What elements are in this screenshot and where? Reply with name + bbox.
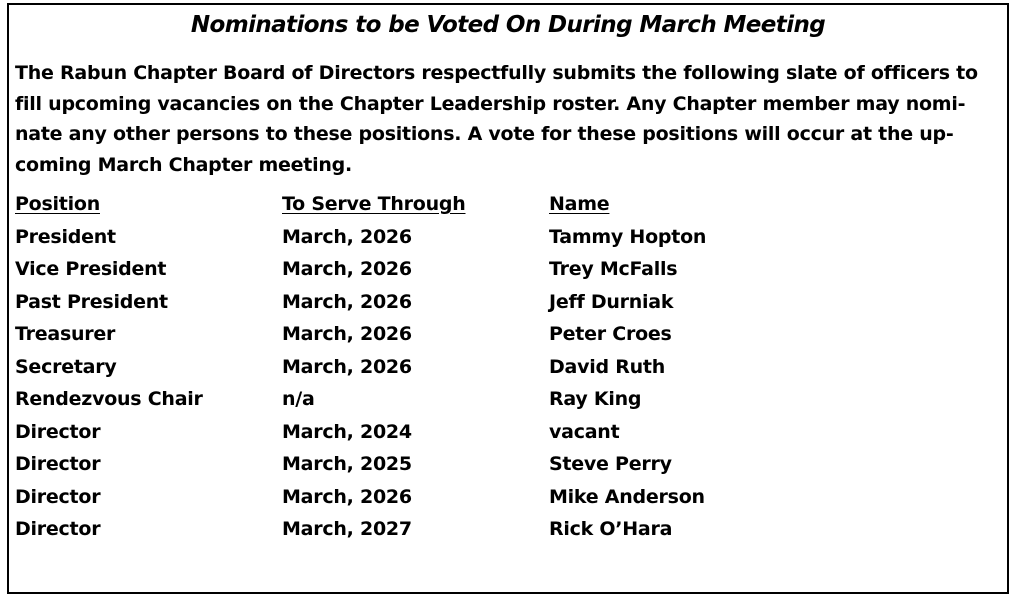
intro-line: coming March Chapter meeting. xyxy=(15,153,352,176)
row-position: Vice President xyxy=(15,258,167,280)
table-row xyxy=(15,513,995,546)
row-serve-through: March, 2026 xyxy=(282,485,412,508)
row-serve-through: March, 2026 xyxy=(282,290,412,313)
table-row xyxy=(15,253,995,286)
table-header-row xyxy=(15,188,995,221)
row-position: Director xyxy=(15,485,101,508)
row-serve-through: March, 2027 xyxy=(282,518,412,540)
row-name: Jeff Durniak xyxy=(549,290,674,313)
table-row xyxy=(15,286,995,319)
row-position: Director xyxy=(15,453,101,475)
row-name: Steve Perry xyxy=(549,453,672,475)
intro-paragraph xyxy=(15,58,1005,180)
row-serve-through: March, 2026 xyxy=(282,225,412,248)
header-serve-through: To Serve Through xyxy=(282,193,466,215)
row-position: Treasurer xyxy=(15,323,116,345)
row-serve-through: March, 2025 xyxy=(282,453,412,475)
table-row xyxy=(15,481,995,514)
table-row xyxy=(15,448,995,481)
row-name: Mike Anderson xyxy=(549,485,705,508)
row-name: vacant xyxy=(549,420,620,443)
row-position: Director xyxy=(15,420,101,443)
intro-line: nate any other persons to these positions. A vote for these positions will occur at the up- xyxy=(15,123,954,145)
row-position: Director xyxy=(15,518,101,540)
nominations-table xyxy=(15,188,995,546)
row-name: Ray King xyxy=(549,388,642,410)
header-name: Name xyxy=(549,193,610,215)
intro-line: fill upcoming vacancies on the Chapter Leadership roster. Any Chapter member may nomi- xyxy=(15,92,966,115)
notice-box xyxy=(7,3,1009,594)
row-name: Trey McFalls xyxy=(549,258,678,280)
header-position: Position xyxy=(15,193,100,215)
table-row xyxy=(15,416,995,449)
notice-title: Nominations to be Voted On During March Meeting xyxy=(190,12,826,38)
row-position: President xyxy=(15,225,116,248)
table-row xyxy=(15,351,995,384)
table-row xyxy=(15,318,995,351)
row-name: Peter Croes xyxy=(549,323,672,345)
row-position: Secretary xyxy=(15,355,117,378)
row-name: Tammy Hopton xyxy=(549,225,707,248)
row-name: Rick O’Hara xyxy=(549,518,673,540)
row-serve-through: n/a xyxy=(282,388,315,410)
table-row xyxy=(15,221,995,254)
row-serve-through: March, 2026 xyxy=(282,323,412,345)
row-serve-through: March, 2024 xyxy=(282,420,412,443)
table-row xyxy=(15,383,995,416)
row-position: Rendezvous Chair xyxy=(15,388,203,410)
row-serve-through: March, 2026 xyxy=(282,355,412,378)
intro-line: The Rabun Chapter Board of Directors respectfully submits the following slate of officers to xyxy=(15,62,978,84)
row-name: David Ruth xyxy=(549,355,665,378)
row-serve-through: March, 2026 xyxy=(282,258,412,280)
row-position: Past President xyxy=(15,290,168,313)
